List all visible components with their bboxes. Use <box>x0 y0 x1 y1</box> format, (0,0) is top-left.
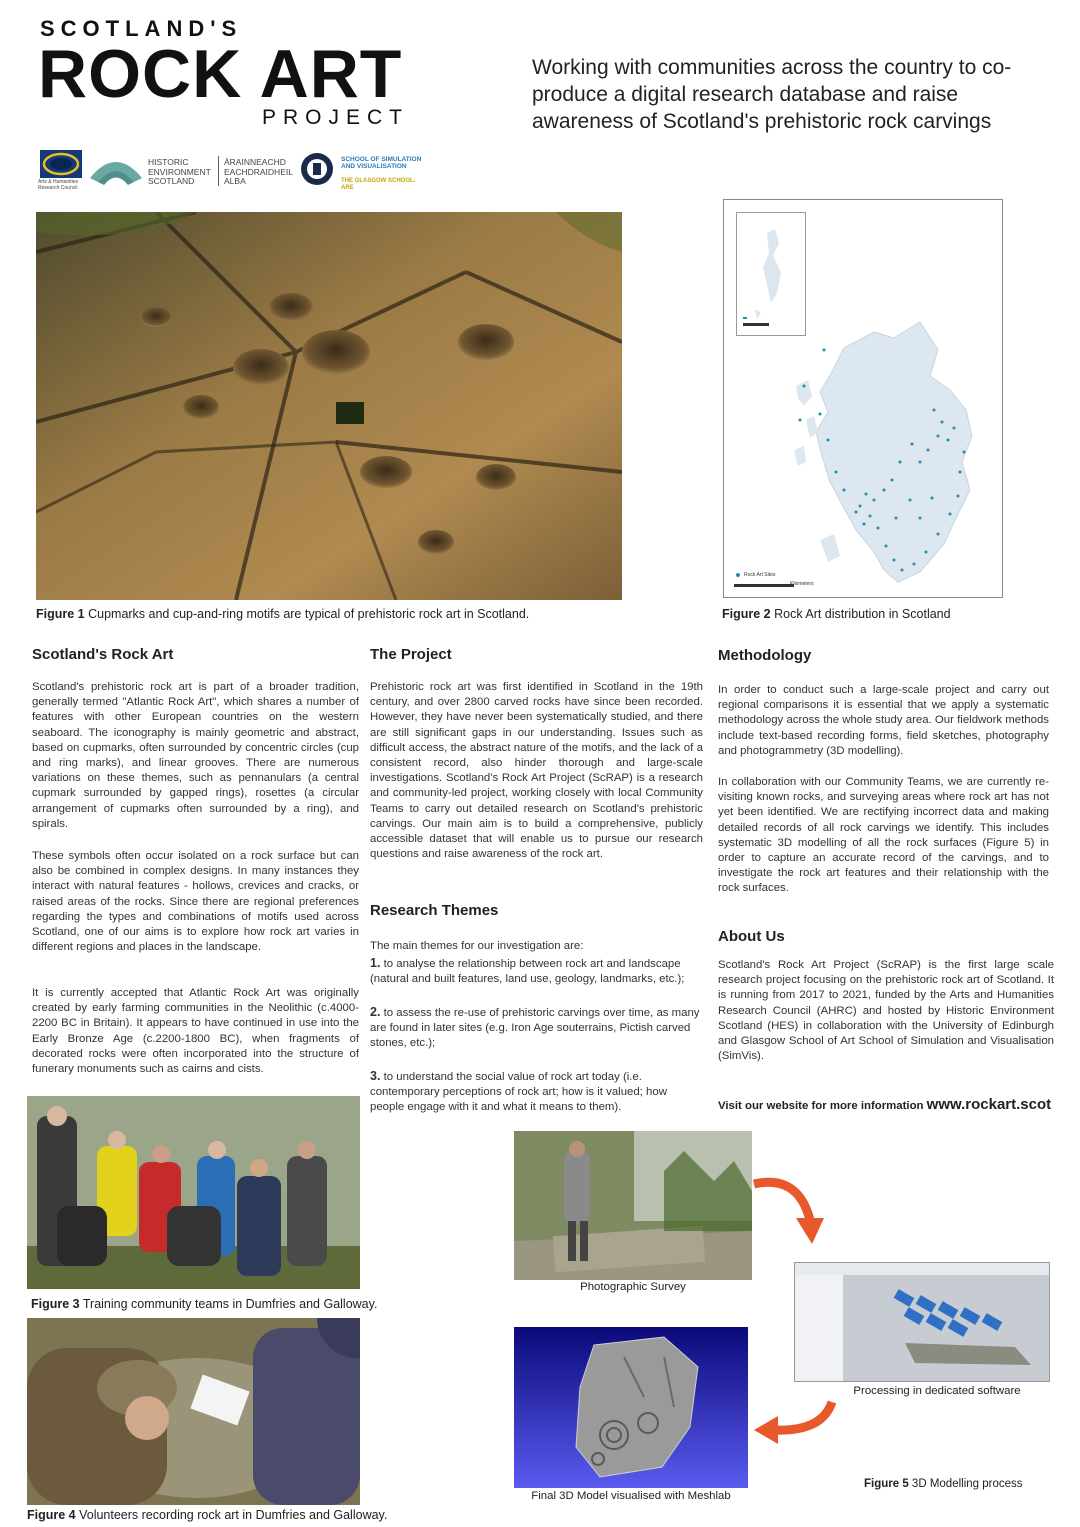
figure1-text: Cupmarks and cup-and-ring motifs are typical of prehistoric rock art in Scotland. <box>84 607 530 621</box>
scotland-paragraph-1: Scotland's prehistoric rock art is part of a broader tradition, generally termed "Atlantic Rock Art", which shares a number of features with other European countries on the western seaboard. The iconography is mainly geometric and abstract, based on cupmarks, often surrounded by concentric circles (cup and ring marks), and linear grooves. There are numerous variations on these themes, such as pennanulars (a central cupmark surrounded by gapped rings), rosettes (a circular arrangement of cupmarks often surrounded by a ring), and spirals. <box>32 681 359 830</box>
photographic-survey-photo <box>514 1131 752 1280</box>
figure3-photo <box>27 1096 360 1289</box>
training-group-image <box>27 1096 360 1289</box>
figure2-text: Rock Art distribution in Scotland <box>770 607 951 621</box>
tagline: Working with communities across the country to co-produce a digital research database and raise awareness of Scotland's prehistoric rock carvings <box>532 56 1012 133</box>
scotland-paragraph-2: These symbols often occur isolated on a rock surface but can also be combined in complex designs. In many instances they interact with natural features - hollows, crevices and cracks, or raised areas of the rocks. Since there are regional preferences regarding the types and combinations of motifs used across Scotland, one of our aims is to explore how rock art varies in different regions and places in the landscape. <box>32 850 359 954</box>
figure3-label: Figure 3 <box>31 1297 80 1311</box>
hes-text-gd: ÀRAINNEACHD EACHDRAIDHEIL ALBA <box>224 157 293 186</box>
rock-carving-image <box>36 212 622 600</box>
heading-research-themes: Research Themes <box>370 902 499 919</box>
figure2-map <box>723 199 1003 598</box>
project-paragraph: Prehistoric rock art was first identified in Scotland in the 19th century, and over 2800 carved rocks have since been recorded. However, they have never been systematically studied, and there are still significant gaps in our understanding. Issues such as difficult access, the abstract nature of the motifs, and the lack of a consistent record, also hinder thorough and large-scale investigations. Scotland's Rock Art Project (ScRAP) is a research and community-led project, working closely with local Community Teams to carry out detailed research on Scotland's prehistoric carvings. Our main aim is to build a comprehensive, publicly accessible dataset that will enable us to pursue our research questions and raise awareness of the rock art. <box>370 681 703 861</box>
logo-divider <box>218 156 219 186</box>
title-rock-art: ROCK ART <box>38 36 403 112</box>
figure4-caption <box>27 1508 387 1522</box>
website-link[interactable]: www.rockart.scot <box>926 1096 1052 1113</box>
figure5-text: 3D Modelling process <box>908 1478 1023 1490</box>
scotland-outline <box>724 200 1002 597</box>
scotland-paragraph-3: It is currently accepted that Atlantic Rock Art was originally created by early farming communities in the Neolithic (c.4000-2200 BC in Britain). It appears to have continued in use into the Early Bronze Age (c.2200-1800 BC), when fragments of decorated rocks were often incorporated into the structure of funerary monuments such as cairns and cists. <box>32 987 359 1076</box>
ahrc-text: Arts & Humanities Research Council <box>38 179 79 191</box>
figure1-label: Figure 1 <box>36 607 85 621</box>
figure5-label: Figure 5 <box>864 1478 909 1490</box>
figure5-caption <box>864 1478 1023 1490</box>
theme-item-3: 3. to understand the social value of rock art today (i.e. contemporary perceptions of rock art; how is it valued; how people engage with it and what it means to them). <box>370 1069 667 1114</box>
heading-about-us: About Us <box>718 928 785 945</box>
hes-text-en: HISTORIC ENVIRONMENT SCOTLAND <box>148 157 211 186</box>
theme-item-1: 1. to analyse the relationship between rock art and landscape (natural and built features, land use, geology, landmarks, etc.); <box>370 956 685 986</box>
website-line <box>718 1096 1051 1113</box>
figure4-label: Figure 4 <box>27 1508 76 1522</box>
ahrc-logo-icon <box>40 150 82 178</box>
figure1-photo <box>36 212 622 600</box>
survey-image <box>514 1131 752 1280</box>
final-model-label: Final 3D Model visualised with Meshlab <box>531 1490 731 1502</box>
map-scale-unit: Kilometers <box>790 581 814 587</box>
figure4-text: Volunteers recording rock art in Dumfries and Galloway. <box>75 1508 388 1522</box>
heading-methodology: Methodology <box>718 647 812 664</box>
arrow-to-model-icon <box>752 1398 840 1448</box>
figure4-photo <box>27 1318 360 1505</box>
volunteers-recording-image <box>27 1318 360 1505</box>
software-image <box>795 1263 1049 1381</box>
photographic-survey-label: Photographic Survey <box>580 1281 686 1293</box>
final-3d-model-image <box>514 1327 748 1488</box>
hes-logo-icon <box>88 152 144 186</box>
heading-scotlands-rock-art: Scotland's Rock Art <box>32 646 174 663</box>
map-legend: Rock Art Sites <box>744 572 776 578</box>
processing-software-screenshot <box>794 1262 1050 1382</box>
heading-the-project: The Project <box>370 646 452 663</box>
figure1-caption <box>36 607 529 621</box>
figure3-text: Training community teams in Dumfries and Galloway. <box>79 1297 378 1311</box>
figure3-caption <box>31 1297 377 1311</box>
about-paragraph: Scotland's Rock Art Project (ScRAP) is the first large scale research project focusing on the prehistoric rock art of Scotland. It is running from 2017 to 2021, funded by the Arts and Humanities Research Council (AHRC) and hosted by Historic Environment Scotland (HES) in collaboration with the University of Edinburgh and Glasgow School of Art School of Simulation and Visualisation (SimVis). <box>718 959 1054 1063</box>
title-scotlands: SCOTLAND'S <box>40 16 243 41</box>
title-project: PROJECT <box>262 106 410 129</box>
theme-item-2: 2. to assess the re-use of prehistoric carvings over time, as many are found in later sites (e.g. Iron Age souterrains, Pictish carved stones, etc.); <box>370 1005 700 1050</box>
figure2-label: Figure 2 <box>722 607 771 621</box>
meshlab-model <box>514 1327 748 1488</box>
simvis-text: SCHOOL OF SIMULATION AND VISUALISATION <box>341 156 422 170</box>
edinburgh-crest-icon <box>300 152 334 186</box>
methodology-paragraph-1: In order to conduct such a large-scale project and carry out regional comparisons it is essential that we apply a systematic methodology across the whole study area. Our fieldwork methods include text-based recording forms, field sketches, photography and photogrammetry (3D modelling). <box>718 684 1049 757</box>
methodology-paragraph-2: In collaboration with our Community Teams, we are currently re-visiting known rocks, and surveying areas where rock art has not yet been identified. We are rectifying incorrect data and making detailed records of all rock carvings we identify. This includes systematic 3D modelling of all the rock surfaces (Figure 5) in order to capture an accurate record of the carvings, and to investigate the rock art features and their relationship with the rock surfaces. <box>718 776 1049 895</box>
processing-label: Processing in dedicated software <box>853 1385 1021 1397</box>
arrow-to-processing-icon <box>748 1168 830 1250</box>
gsa-text: THE GLASGOW SCHOOL: ARE <box>341 178 416 191</box>
figure2-caption <box>722 607 951 621</box>
partner-logos <box>38 148 428 194</box>
visit-text: Visit our website for more information <box>718 1100 927 1112</box>
themes-intro: The main themes for our investigation are: <box>370 940 584 952</box>
